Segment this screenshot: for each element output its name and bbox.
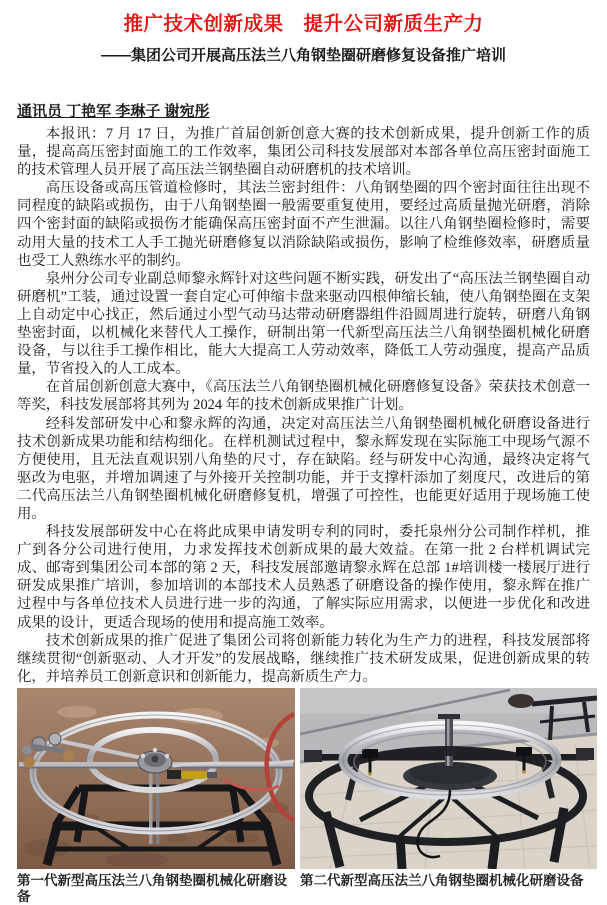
- body-paragraph: 技术创新成果的推广促进了集团公司将创新能力转化为生产力的进程，科技发展部将继续贯彻“创新驱动、人才开发”的发展战略，继续推广技术研发成果，促进创新成果的转化，并培养员工创新意识和创新能力，提高新质生产力。: [17, 632, 590, 685]
- figure-gen1-caption: 第一代新型高压法兰八角钢垫圈机械化研磨设备: [17, 872, 287, 904]
- body-paragraph: 经科发部研发中心和黎永辉的沟通，决定对高压法兰八角钢垫圈机械化研磨设备进行技术创新成果功能和结构细化。在样机测试过程中，黎永辉发现在实际施工中现场气源不方便使用，且无法直观识别八角垫的尺寸，存在缺陷。经与研发中心沟通，最终决定将气驱改为电驱，并增加调速了与外接开关控制功能，并于支撑杆添加了刻度尺，改进后的第二代高压法兰八角钢垫圈机械化研磨修复机，增强了可控性，也能更好适用于现场施工使用。: [17, 415, 590, 522]
- body-paragraph: 科技发展部研发中心在将此成果申请发明专利的同时，委托泉州分公司制作样机，推广到各分公司进行使用，力求发挥技术创新成果的最大效益。在第一批 2 台样机调试完成、邮寄到集团公司本部的第 2 天，科技发展部邀请黎永辉在总部 1#培训楼一楼展厅进行研发成果推广培训，参加培训的本部技术人员熟悉了研磨设备的操作使用，黎永辉在推广过程中与各单位技术人员进行进一步的沟通，了解实际应用需求，以便进一步优化和改进成果的设计，更适合现场的使用和提高施工效率。: [17, 524, 590, 631]
- photo-gen1-grinder: [17, 688, 295, 869]
- article-title: 推广技术创新成果 提升公司新质生产力: [123, 13, 484, 35]
- photo-gen2-grinder: [300, 688, 597, 869]
- article-subtitle: ——集团公司开展高压法兰八角钢垫圈研磨修复设备推广培训: [100, 47, 506, 64]
- figure-gen2: [300, 688, 597, 889]
- figure-row: [17, 688, 590, 905]
- body-paragraph: 泉州分公司专业副总师黎永辉针对这些问题不断实践，研发出了“高压法兰钢垫圈自动研磨机”工装，通过设置一套自定心可伸缩卡盘来驱动四根伸缩长轴，使八角钢垫圈在支架上自动定中心找正，然后通过小型气动马达带动研磨器组件沿圆周进行旋转，研磨八角钢垫密封面，以机械化来替代人工操作，研制出第一代新型高压法兰八角钢垫圈机械化研磨设备，与以往手工操作相比，能大大提高工人劳动效率，降低工人劳动强度，提高产品质量，节省投入的人工成本。: [17, 270, 590, 378]
- article-byline: 通讯员 丁艳军 李琳子 谢宛彤: [17, 103, 210, 120]
- article-body: [17, 125, 590, 686]
- body-paragraph: 本报讯：7 月 17 日，为推广首届创新创意大赛的技术创新成果，提升创新工作的质量，提高高压密封面施工的工作效率，集团公司科技发展部对本部各单位高压密封面施工的技术管理人员开展了高压法兰钢垫圈自动研磨机的技术培训。: [17, 126, 590, 179]
- figure-gen1: [17, 688, 295, 905]
- figure-gen2-caption: 第二代新型高压法兰八角钢垫圈机械化研磨设备: [300, 872, 584, 888]
- body-paragraph: 在首届创新创意大赛中，《高压法兰八角钢垫圈机械化研磨修复设备》荣获技术创意一等奖，科技发展部将其列为 2024 年的技术创新成果推广计划。: [17, 379, 590, 414]
- body-paragraph: 高压设备或高压管道检修时，其法兰密封组件：八角钢垫圈的四个密封面往往出现不同程度的缺陷或损伤，由于八角钢垫圈一般需要重复使用，要经过高质量抛光研磨，消除四个密封面的缺陷或损伤才能确保高压密封面不产生泄漏。以往八角钢垫圈检修时，需要动用大量的技术工人手工抛光研磨修复以消除缺陷或损伤，影响了检维修效率，研磨质量也受工人熟练水平的制约。: [17, 180, 590, 269]
